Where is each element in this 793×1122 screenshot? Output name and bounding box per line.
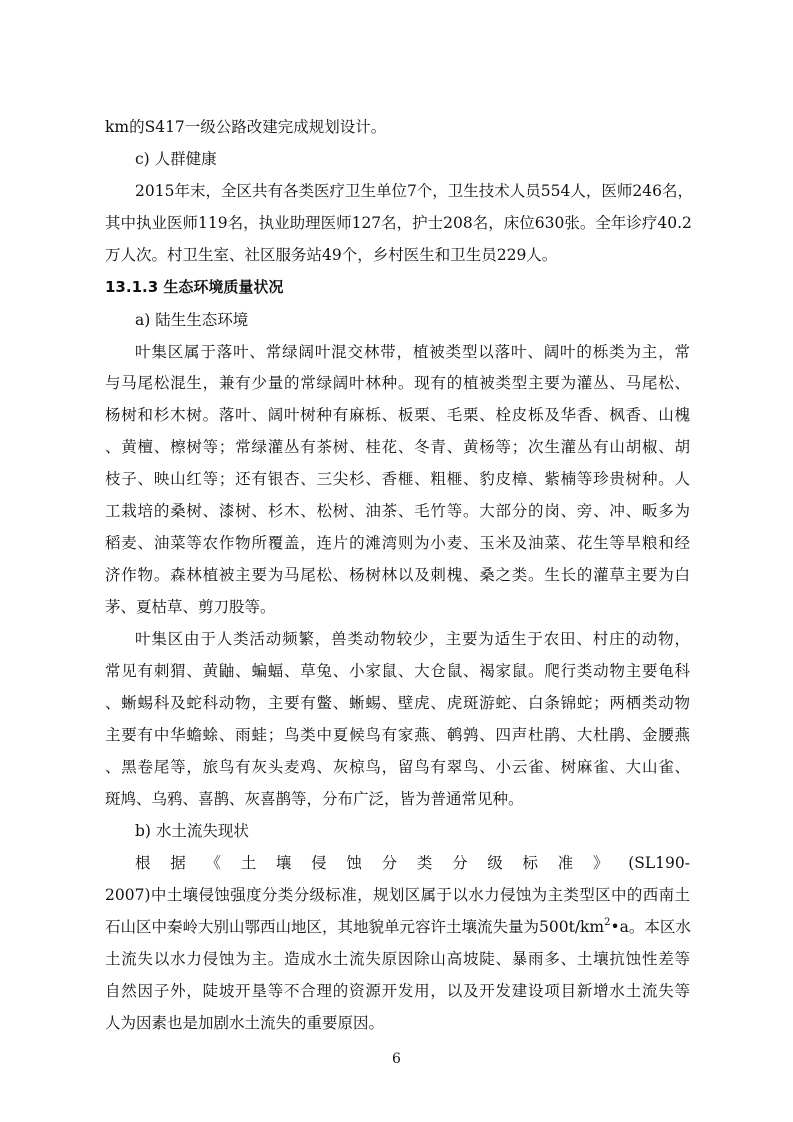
text-line: 、蜥蜴科及蛇科动物，主要有鳖、蜥蜴、壁虎、虎斑游蛇、白条锦蛇；两栖类动物 bbox=[105, 694, 690, 712]
subheading-terrestrial-ecology: a) 陆生生态环境 bbox=[135, 311, 249, 329]
section-heading: 13.1.3 生态环境质量状况 bbox=[105, 278, 284, 296]
text-line: 稻麦、油菜等农作物所覆盖，连片的滩湾则为小麦、玉米及油菜、花生等旱粮和经 bbox=[105, 534, 690, 552]
text-line: 、黑卷尾等，旅鸟有灰头麦鸡、灰椋鸟，留鸟有翠鸟、小云雀、树麻雀、大山雀、 bbox=[105, 758, 690, 776]
text-line: km的S417一级公路改建完成规划设计。 bbox=[105, 118, 387, 136]
text-line: 自然因子外，陡坡开垦等不合理的资源开发用，以及开发建设项目新增水土流失等 bbox=[105, 982, 690, 1000]
text-line: 、黄檀、檫树等；常绿灌丛有茶树、桂花、冬青、黄杨等；次生灌丛有山胡椒、胡 bbox=[105, 438, 690, 456]
subheading-public-health: c) 人群健康 bbox=[135, 150, 217, 168]
text-line: 杨树和杉木树。落叶、阔叶树种有麻栎、板栗、毛栗、栓皮栎及华香、枫香、山槐 bbox=[105, 406, 690, 424]
text-line: 与马尾松混生，兼有少量的常绿阔叶林种。现有的植被类型主要为灌丛、马尾松、 bbox=[105, 374, 690, 392]
text-line: 常见有刺猬、黄鼬、蝙蝠、草兔、小家鼠、大仓鼠、褐家鼠。爬行类动物主要龟科 bbox=[105, 662, 690, 680]
page-number: 6 bbox=[392, 1051, 401, 1067]
text-line: 2015年末，全区共有各类医疗卫生单位7个，卫生技术人员554人，医师246名， bbox=[135, 182, 693, 200]
text-line: 根 据 《 土 壤 侵 蚀 分 类 分 级 标 准 》 (SL190- bbox=[135, 854, 690, 872]
text-line: 斑鸠、乌鸦、喜鹊、灰喜鹊等，分布广泛，皆为普通常见种。 bbox=[105, 790, 524, 808]
text-line: 2007)中土壤侵蚀强度分类分级标准，规划区属于以水力侵蚀为主类型区中的西南土 bbox=[105, 886, 690, 904]
text-line: 枝子、映山红等；还有银杏、三尖杉、香榧、粗榧、豹皮樟、紫楠等珍贵树种。人 bbox=[105, 470, 690, 488]
text-line: 万人次。村卫生室、社区服务站49个，乡村医生和卫生员229人。 bbox=[105, 246, 558, 264]
text-line bbox=[105, 917, 690, 937]
subheading-soil-erosion: b) 水土流失现状 bbox=[135, 822, 249, 840]
text-fragment: 石山区中秦岭大别山鄂西山地区，其地貌单元容许土壤流失量为500t/km bbox=[105, 918, 605, 936]
text-fragment: •a。本区水 bbox=[610, 918, 691, 936]
text-line: 土流失以水力侵蚀为主。造成水土流失原因除山高坡陡、暴雨多、土壤抗蚀性差等 bbox=[105, 950, 690, 968]
text-line: 茅、夏枯草、剪刀股等。 bbox=[105, 598, 276, 616]
text-line: 叶集区由于人类活动频繁，兽类动物较少，主要为适生于农田、村庄的动物， bbox=[135, 630, 690, 648]
text-line: 主要有中华蟾蜍、雨蛙；鸟类中夏候鸟有家燕、鹌鹑、四声杜鹃、大杜鹃、金腰燕 bbox=[105, 726, 690, 744]
text-line: 济作物。森林植被主要为马尾松、杨树林以及刺槐、桑之类。生长的灌草主要为白 bbox=[105, 566, 690, 584]
text-line: 人为因素也是加剧水土流失的重要原因。 bbox=[105, 1014, 385, 1032]
text-line: 工栽培的桑树、漆树、杉木、松树、油茶、毛竹等。大部分的岗、旁、冲、畈多为 bbox=[105, 502, 690, 520]
superscript: 2 bbox=[604, 916, 611, 928]
text-line: 叶集区属于落叶、常绿阔叶混交林带，植被类型以落叶、阔叶的栎类为主，常 bbox=[135, 343, 690, 361]
text-line: 其中执业医师119名，执业助理医师127名，护士208名，床位630张。全年诊疗40.2 bbox=[105, 214, 692, 232]
